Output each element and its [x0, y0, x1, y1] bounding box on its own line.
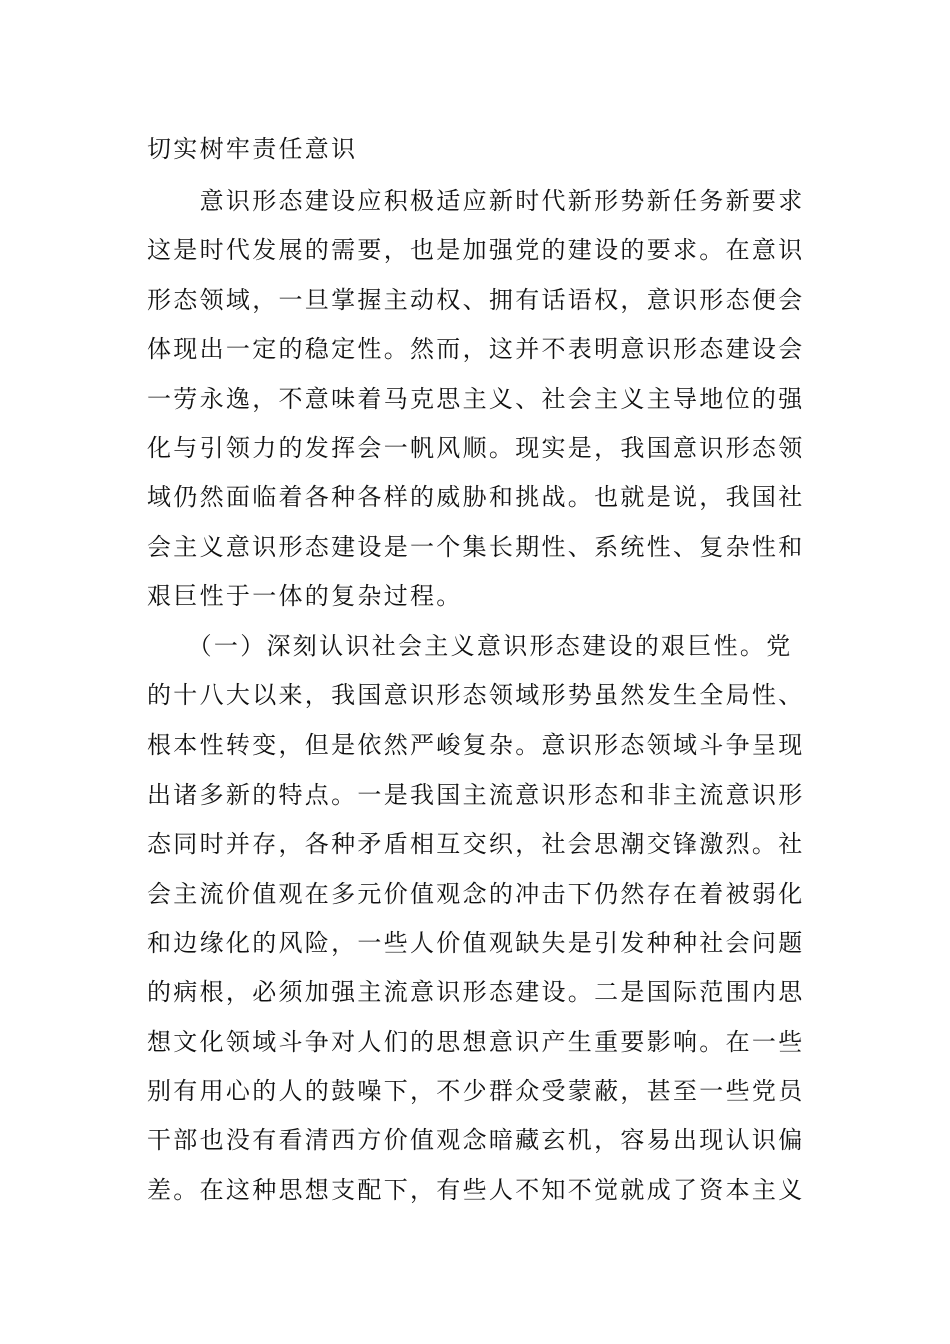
paragraph-line: 的十八大以来，我国意识形态领域形势虽然发生全局性、 [147, 681, 805, 709]
paragraph-line: 出诸多新的特点。一是我国主流意识形态和非主流意识形 [147, 781, 805, 809]
paragraph-line: 和边缘化的风险，一些人价值观缺失是引发种种社会问题 [147, 929, 805, 957]
paragraph-line: 艰巨性于一体的复杂过程。 [147, 582, 463, 610]
paragraph-line: 意识形态建设应积极适应新时代新形势新任务新要求 [147, 187, 805, 215]
section-heading-line: 切实树牢责任意识 [147, 135, 358, 163]
paragraph-line: 体现出一定的稳定性。然而，这并不表明意识形态建设会 [147, 335, 805, 363]
paragraph-line: 别有用心的人的鼓噪下，不少群众受蒙蔽，甚至一些党员 [147, 1077, 805, 1105]
paragraph-line: 会主流价值观在多元价值观念的冲击下仍然存在着被弱化 [147, 880, 805, 908]
paragraph-line: （一）深刻认识社会主义意识形态建设的艰巨性。党 [147, 632, 793, 660]
paragraph-line: 根本性转变，但是依然严峻复杂。意识形态领域斗争呈现 [147, 731, 805, 759]
paragraph-line: 一劳永逸，不意味着马克思主义、社会主义主导地位的强 [147, 385, 805, 413]
paragraph-line: 差。在这种思想支配下，有些人不知不觉就成了资本主义 [147, 1176, 805, 1204]
paragraph-line: 域仍然面临着各种各样的威胁和挑战。也就是说，我国社 [147, 483, 805, 511]
paragraph-line: 态同时并存，各种矛盾相互交织，社会思潮交锋激烈。社 [147, 830, 805, 858]
paragraph-line: 会主义意识形态建设是一个集长期性、系统性、复杂性和 [147, 533, 805, 561]
paragraph-line: 想文化领域斗争对人们的思想意识产生重要影响。在一些 [147, 1028, 805, 1056]
paragraph-line: 的病根，必须加强主流意识形态建设。二是国际范围内思 [147, 978, 805, 1006]
paragraph-line: 化与引领力的发挥会一帆风顺。现实是，我国意识形态领 [147, 434, 805, 462]
paragraph-line: 这是时代发展的需要，也是加强党的建设的要求。在意识 [147, 236, 805, 264]
paragraph-line: 形态领域，一旦掌握主动权、拥有话语权，意识形态便会 [147, 286, 805, 314]
paragraph-line: 干部也没有看清西方价值观念暗藏玄机，容易出现认识偏 [147, 1126, 805, 1154]
